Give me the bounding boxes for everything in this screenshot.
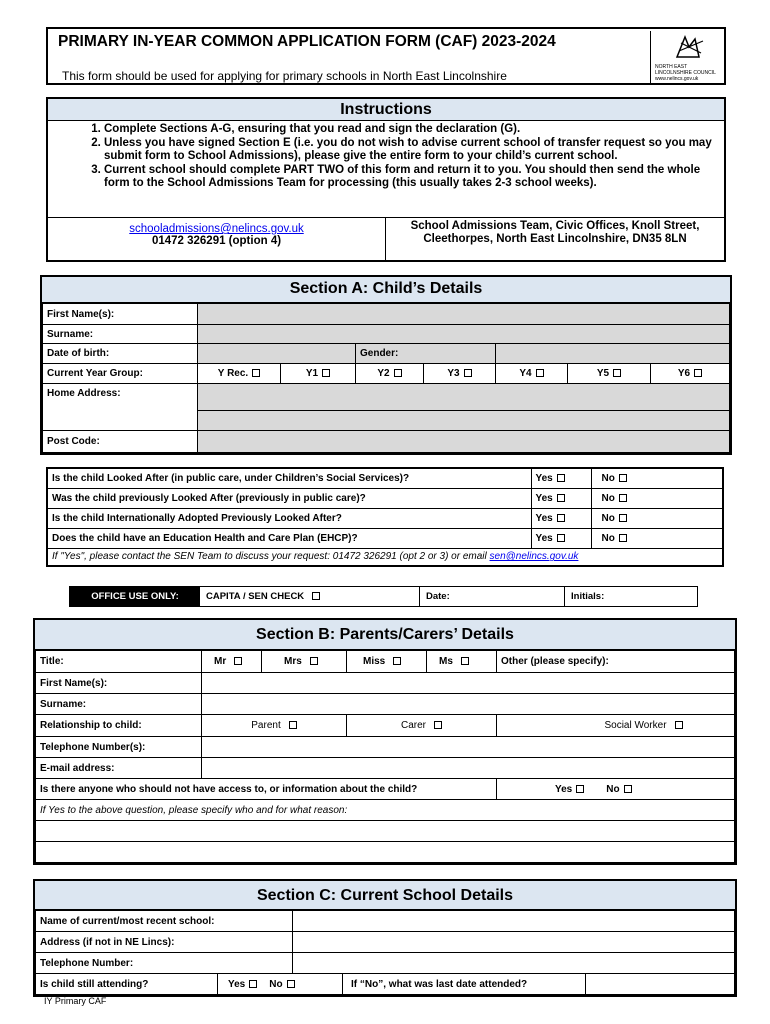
post-code-label: Post Code:	[43, 431, 198, 453]
section-a	[40, 275, 732, 455]
email-field[interactable]	[202, 758, 735, 779]
school-telephone-field[interactable]	[293, 953, 735, 974]
instructions-box	[46, 97, 726, 262]
logo-text: NORTH EAST LINCOLNSHIRE COUNCIL www.nelincs.gov.uk	[655, 64, 716, 82]
contact-row	[48, 217, 724, 260]
section-b-title: Section B: Parents/Carers’ Details	[35, 620, 735, 650]
instruction-item: 2. Unless you have signed Section E (i.e. you do not wish to advise current school of transfer request so you may submit form to School Admissions), please give the entire form to your child’s current school.	[104, 137, 714, 164]
checkbox-icon	[393, 657, 401, 665]
checkbox-icon	[557, 514, 565, 522]
office-use-label: OFFICE USE ONLY:	[70, 587, 200, 606]
checkbox-icon	[394, 369, 402, 377]
office-date[interactable]: Date:	[420, 587, 565, 606]
checkbox-icon	[557, 474, 565, 482]
council-emblem-icon	[655, 33, 717, 59]
year-option[interactable]: Y Rec.	[198, 364, 281, 384]
year-option[interactable]: Y5	[568, 364, 651, 384]
yes-option[interactable]: Yes	[531, 528, 591, 548]
school-name-label: Name of current/most recent school:	[36, 911, 293, 932]
yes-option[interactable]: Yes	[531, 488, 591, 508]
title-option-ms[interactable]: Ms	[427, 651, 497, 673]
question-text: Is the child Internationally Adopted Previously Looked After?	[47, 508, 531, 528]
admissions-address: School Admissions Team, Civic Offices, Knoll Street, Cleethorpes, North East Lincolnshire, DN35 8LN	[410, 220, 700, 245]
form-subtitle: This form should be used for applying for primary schools in North East Lincolnshire	[62, 69, 507, 83]
year-option[interactable]: Y4	[496, 364, 568, 384]
child-surname-field[interactable]	[198, 325, 730, 344]
capita-sen-check[interactable]: CAPITA / SEN CHECK	[200, 587, 420, 606]
section-a-table	[42, 303, 730, 453]
no-option: No	[606, 783, 620, 795]
instructions-title: Instructions	[48, 99, 724, 121]
attending-label: Is child still attending?	[36, 974, 218, 995]
gender-field[interactable]	[496, 344, 730, 364]
checkbox-icon	[287, 980, 295, 988]
checkbox-icon	[576, 785, 584, 793]
yes-option[interactable]: Yes	[531, 468, 591, 488]
home-address-label: Home Address:	[43, 384, 198, 431]
relationship-carer[interactable]: Carer	[347, 715, 497, 737]
checkbox-icon	[249, 980, 257, 988]
yes-option[interactable]: Yes	[531, 508, 591, 528]
checkbox-icon	[624, 785, 632, 793]
section-b-table	[35, 650, 735, 863]
sen-note: If "Yes", please contact the SEN Team to discuss your request: 01472 326291 (opt 2 or 3) or email sen@nelincs.gov.uk	[47, 548, 723, 566]
access-reason-prompt: If Yes to the above question, please specify who and for what reason:	[36, 800, 735, 821]
section-b	[33, 618, 737, 865]
no-option: No	[269, 978, 283, 990]
year-group-label: Current Year Group:	[43, 364, 198, 384]
question-text: Is the child Looked After (in public care, under Children’s Social Services)?	[47, 468, 531, 488]
title-label: Title:	[36, 651, 202, 673]
access-question: Is there anyone who should not have access to, or information about the child?	[36, 779, 497, 800]
title-option-miss[interactable]: Miss	[347, 651, 427, 673]
parent-first-name-field[interactable]	[202, 673, 735, 694]
attending-yes-no[interactable]	[218, 974, 343, 995]
contact-left	[48, 218, 386, 260]
no-option[interactable]: No	[591, 468, 723, 488]
question-text: Was the child previously Looked After (previously in public care)?	[47, 488, 531, 508]
title-other[interactable]: Other (please specify):	[497, 651, 735, 673]
parent-first-name-label: First Name(s):	[36, 673, 202, 694]
checkbox-icon	[619, 514, 627, 522]
checkbox-icon	[322, 369, 330, 377]
no-option[interactable]: No	[591, 528, 723, 548]
checkbox-icon	[252, 369, 260, 377]
access-reason-field[interactable]	[36, 821, 735, 842]
checkbox-icon	[619, 474, 627, 482]
instruction-item: 1. Complete Sections A-G, ensuring that you read and sign the declaration (G).	[104, 123, 714, 137]
checkbox-icon	[310, 657, 318, 665]
school-name-field[interactable]	[293, 911, 735, 932]
looked-after-questions	[46, 467, 724, 567]
home-address-field[interactable]	[198, 384, 730, 411]
checkbox-icon	[289, 721, 297, 729]
office-initials[interactable]: Initials:	[571, 591, 605, 602]
school-telephone-label: Telephone Number:	[36, 953, 293, 974]
questions-table	[46, 467, 724, 567]
first-name-label: First Name(s):	[43, 304, 198, 325]
sen-email-link[interactable]: sen@nelincs.gov.uk	[489, 551, 579, 563]
question-text: Does the child have an Education Health and Care Plan (EHCP)?	[47, 528, 531, 548]
instruction-item: 3. Current school should complete PART TWO of this form and return it to you. You should then send the whole form to the School Admissions Team for processing (this usually takes 2-3 school weeks).	[104, 164, 714, 191]
no-option[interactable]: No	[591, 488, 723, 508]
surname-label: Surname:	[43, 325, 198, 344]
telephone-field[interactable]	[202, 737, 735, 758]
checkbox-icon	[434, 721, 442, 729]
admissions-phone: 01472 326291 (option 4)	[151, 235, 282, 247]
checkbox-icon	[536, 369, 544, 377]
gender-label: Gender:	[356, 344, 496, 364]
form-title: PRIMARY IN-YEAR COMMON APPLICATION FORM (CAF) 2023-2024	[58, 33, 556, 50]
checkbox-icon	[312, 592, 320, 600]
section-c-title: Section C: Current School Details	[35, 881, 735, 910]
admissions-email-link[interactable]: schooladmissions@nelincs.gov.uk	[129, 223, 304, 235]
yes-option: Yes	[228, 978, 246, 990]
year-option[interactable]: Y1	[281, 364, 356, 384]
relationship-label: Relationship to child:	[36, 715, 202, 737]
section-a-title: Section A: Child’s Details	[42, 277, 730, 303]
telephone-label: Telephone Number(s):	[36, 737, 202, 758]
last-date-label: If “No”, what was last date attended?	[343, 974, 586, 995]
council-logo	[650, 31, 720, 83]
no-option[interactable]: No	[591, 508, 723, 528]
footer-text: IY Primary CAF	[44, 996, 107, 1006]
child-first-name-field[interactable]	[198, 304, 730, 325]
checkbox-icon	[694, 369, 702, 377]
form-header	[46, 27, 726, 85]
school-address-label: Address (if not in NE Lincs):	[36, 932, 293, 953]
instructions-list	[48, 123, 724, 191]
checkbox-icon	[461, 657, 469, 665]
checkbox-icon	[619, 534, 627, 542]
checkbox-icon	[613, 369, 621, 377]
email-label: E-mail address:	[36, 758, 202, 779]
checkbox-icon	[464, 369, 472, 377]
title-option-mr[interactable]: Mr	[202, 651, 262, 673]
section-c-table	[35, 910, 735, 995]
section-c	[33, 879, 737, 997]
year-option[interactable]: Y6	[651, 364, 730, 384]
checkbox-icon	[557, 494, 565, 502]
checkbox-icon	[234, 657, 242, 665]
parent-surname-label: Surname:	[36, 694, 202, 715]
relationship-social-worker[interactable]: Social Worker	[497, 715, 735, 737]
office-use-bar	[69, 586, 698, 607]
access-yes-no[interactable]	[497, 779, 735, 800]
yes-option: Yes	[555, 783, 573, 795]
home-address-field-2[interactable]	[198, 411, 730, 431]
checkbox-icon	[557, 534, 565, 542]
title-option-mrs[interactable]: Mrs	[262, 651, 347, 673]
year-option[interactable]: Y2	[356, 364, 424, 384]
checkbox-icon	[675, 721, 683, 729]
dob-field[interactable]	[198, 344, 356, 364]
checkbox-icon	[619, 494, 627, 502]
last-date-field[interactable]	[586, 974, 735, 995]
school-address-field[interactable]	[293, 932, 735, 953]
year-option[interactable]: Y3	[424, 364, 496, 384]
dob-label: Date of birth:	[43, 344, 198, 364]
parent-surname-field[interactable]	[202, 694, 735, 715]
relationship-parent[interactable]: Parent	[202, 715, 347, 737]
access-reason-field-2[interactable]	[36, 842, 735, 863]
post-code-field[interactable]	[198, 431, 730, 453]
